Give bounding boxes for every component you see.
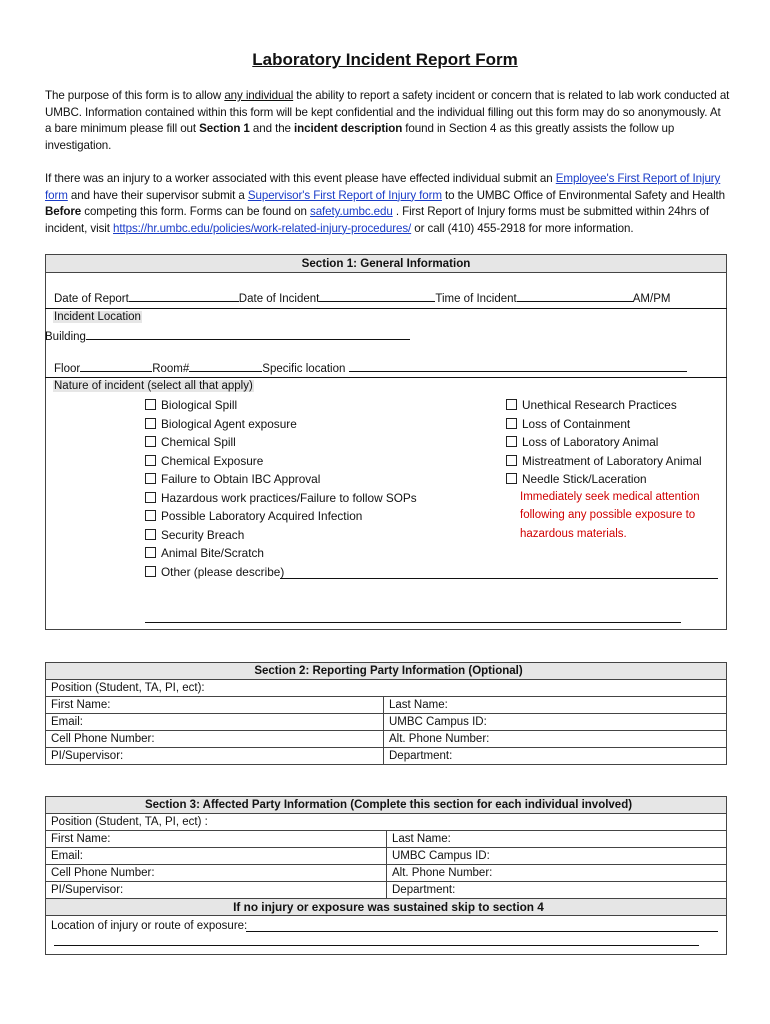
incident-option[interactable] xyxy=(145,565,284,579)
incident-option-label: Loss of Laboratory Animal xyxy=(522,435,659,449)
incident-option-label: Unethical Research Practices xyxy=(522,398,677,412)
section2-table xyxy=(45,662,727,765)
checkbox-icon[interactable] xyxy=(506,399,517,410)
section1-heading: Section 1: General Information xyxy=(46,255,726,273)
incident-option-label: Mistreatment of Laboratory Animal xyxy=(522,454,702,468)
department-field[interactable]: Department: xyxy=(387,882,727,899)
date-of-incident-field[interactable] xyxy=(319,290,435,302)
employee-injury-form-link[interactable]: Employee's First Report of Injury form xyxy=(45,172,721,202)
checkbox-icon[interactable] xyxy=(145,455,156,466)
incident-option[interactable] xyxy=(506,435,658,449)
alt-phone-field[interactable]: Alt. Phone Number: xyxy=(384,731,727,748)
incident-option-label: Possible Laboratory Acquired Infection xyxy=(161,509,363,523)
date-of-report-row xyxy=(54,290,670,305)
specific-location-field[interactable] xyxy=(349,360,687,372)
warning-line: Immediately seek medical attention xyxy=(520,491,700,503)
supervisor-field[interactable]: PI/Supervisor: xyxy=(46,748,384,765)
time-of-incident-field[interactable] xyxy=(517,290,633,302)
last-name-field[interactable]: Last Name: xyxy=(384,697,727,714)
incident-option[interactable] xyxy=(506,398,677,412)
building-row xyxy=(45,328,410,343)
last-name-field[interactable]: Last Name: xyxy=(387,831,727,848)
intro-bold: Section 1 xyxy=(199,122,250,135)
floor-field[interactable] xyxy=(80,360,152,372)
cell-phone-field[interactable]: Cell Phone Number: xyxy=(46,731,384,748)
incident-option[interactable] xyxy=(506,472,647,486)
incident-option-label: Chemical Spill xyxy=(161,435,236,449)
alt-phone-field[interactable]: Alt. Phone Number: xyxy=(387,865,727,882)
injury-text: or call (410) 455-2918 for more information. xyxy=(411,221,634,235)
email-field[interactable]: Email: xyxy=(46,714,384,731)
incident-option[interactable] xyxy=(145,528,244,542)
date-of-report-field[interactable] xyxy=(129,290,239,302)
checkbox-icon[interactable] xyxy=(145,566,156,577)
section2-heading: Section 2: Reporting Party Information (Optional) xyxy=(46,663,727,680)
injury-paragraph xyxy=(45,171,730,237)
campus-id-field[interactable]: UMBC Campus ID: xyxy=(384,714,727,731)
injury-bold: Before xyxy=(45,205,82,218)
checkbox-icon[interactable] xyxy=(145,547,156,558)
injury-location-line-2[interactable] xyxy=(54,945,699,946)
other-describe-line[interactable] xyxy=(280,578,718,579)
incident-option-label: Failure to Obtain IBC Approval xyxy=(161,472,321,486)
checkbox-icon[interactable] xyxy=(145,399,156,410)
date-of-report-label: Date of Report xyxy=(54,293,129,305)
incident-option[interactable] xyxy=(145,454,263,468)
incident-option[interactable] xyxy=(145,491,417,505)
date-of-incident-label: Date of Incident xyxy=(238,293,320,305)
incident-option[interactable] xyxy=(506,454,702,468)
incident-option-label: Animal Bite/Scratch xyxy=(161,546,264,560)
injury-location-cell xyxy=(46,916,727,955)
department-field[interactable]: Department: xyxy=(384,748,727,765)
intro-text: and the xyxy=(249,122,295,135)
incident-option-label: Loss of Containment xyxy=(522,417,631,431)
checkbox-icon[interactable] xyxy=(506,473,517,484)
divider xyxy=(45,377,727,378)
checkbox-icon[interactable] xyxy=(506,455,517,466)
time-of-incident-label: Time of Incident xyxy=(435,293,517,305)
intro-text: found in Section 4 as this greatly assists the follow up investigation. xyxy=(45,122,675,152)
safety-site-link[interactable]: safety.umbc.edu xyxy=(310,205,393,218)
checkbox-icon[interactable] xyxy=(145,529,156,540)
incident-option-label: Security Breach xyxy=(161,528,245,542)
supervisor-injury-form-link[interactable]: Supervisor's First Report of Injury form xyxy=(247,188,442,202)
intro-emphasis: any individual xyxy=(224,89,294,102)
injury-text: . First Report of Injury forms must be submitted within 24hrs of incident, visit xyxy=(45,205,710,235)
warning-line: hazardous materials. xyxy=(520,528,627,540)
incident-option[interactable] xyxy=(145,509,362,523)
checkbox-icon[interactable] xyxy=(145,418,156,429)
first-name-field[interactable]: First Name: xyxy=(46,697,384,714)
injury-location-line[interactable] xyxy=(246,931,718,932)
intro-bold: incident description xyxy=(294,122,403,135)
intro-text: the ability to report a safety incident or concern that is related to lab work conducted at UMBC. Information contained within this form will be kept confidential and the individual filling out this form may do so anonymously. At a bare minimum please fill out xyxy=(45,89,730,135)
floor-row xyxy=(54,360,687,375)
building-field[interactable] xyxy=(86,328,410,340)
injury-text: and have their supervisor submit a xyxy=(67,188,248,202)
incident-option-label: Other (please describe) xyxy=(161,565,285,579)
incident-option[interactable] xyxy=(145,398,237,412)
nature-of-incident-label: Nature of incident (select all that apply) xyxy=(54,380,253,392)
checkbox-icon[interactable] xyxy=(145,510,156,521)
incident-option[interactable] xyxy=(145,546,264,560)
injury-text: competing this form. Forms can be found on xyxy=(81,205,310,218)
other-describe-line-2[interactable] xyxy=(145,622,681,623)
email-field[interactable]: Email: xyxy=(46,848,387,865)
position-field[interactable]: Position (Student, TA, PI, ect): xyxy=(46,680,727,697)
room-field[interactable] xyxy=(189,360,262,372)
checkbox-icon[interactable] xyxy=(145,473,156,484)
injury-text: If there was an injury to a worker associated with this event please have effected individual submit an xyxy=(45,172,556,185)
position-field[interactable]: Position (Student, TA, PI, ect) : xyxy=(46,814,727,831)
hr-procedures-link[interactable]: https://hr.umbc.edu/policies/work-related-injury-procedures/ xyxy=(113,221,412,235)
incident-option-label: Chemical Exposure xyxy=(161,454,264,468)
checkbox-icon[interactable] xyxy=(506,436,517,447)
specific-location-label: Specific location xyxy=(262,363,346,375)
incident-option[interactable] xyxy=(506,417,630,431)
campus-id-field[interactable]: UMBC Campus ID: xyxy=(387,848,727,865)
incident-location-label: Incident Location xyxy=(54,311,141,323)
incident-option-label: Biological Agent exposure xyxy=(161,417,297,431)
divider xyxy=(45,308,727,309)
section3-heading: Section 3: Affected Party Information (Complete this section for each individual involved) xyxy=(46,797,727,814)
floor-label: Floor xyxy=(54,363,81,375)
incident-option-label: Needle Stick/Laceration xyxy=(522,472,647,486)
supervisor-field[interactable]: PI/Supervisor: xyxy=(46,882,387,899)
checkbox-icon[interactable] xyxy=(506,418,517,429)
injury-location-label: Location of injury or route of exposure: xyxy=(51,920,248,932)
warning-line: following any possible exposure to xyxy=(520,509,696,521)
room-label: Room# xyxy=(152,363,190,375)
incident-option[interactable] xyxy=(145,435,236,449)
checkbox-icon[interactable] xyxy=(145,492,156,503)
ampm-label: AM/PM xyxy=(632,293,671,305)
incident-option-label: Biological Spill xyxy=(161,398,238,412)
form-title: Laboratory Incident Report Form xyxy=(252,50,518,69)
intro-text: The purpose of this form is to allow xyxy=(45,89,225,102)
first-name-field[interactable]: First Name: xyxy=(46,831,387,848)
intro-paragraph xyxy=(45,88,730,154)
incident-option[interactable] xyxy=(145,472,320,486)
incident-option[interactable] xyxy=(145,417,297,431)
cell-phone-field[interactable]: Cell Phone Number: xyxy=(46,865,387,882)
incident-option-label: Hazardous work practices/Failure to follow SOPs xyxy=(161,491,417,505)
skip-note: If no injury or exposure was sustained skip to section 4 xyxy=(46,899,727,916)
checkbox-icon[interactable] xyxy=(145,436,156,447)
injury-text: to the UMBC Office of Environmental Safety and Health xyxy=(441,188,726,202)
building-label: Building xyxy=(45,331,86,343)
